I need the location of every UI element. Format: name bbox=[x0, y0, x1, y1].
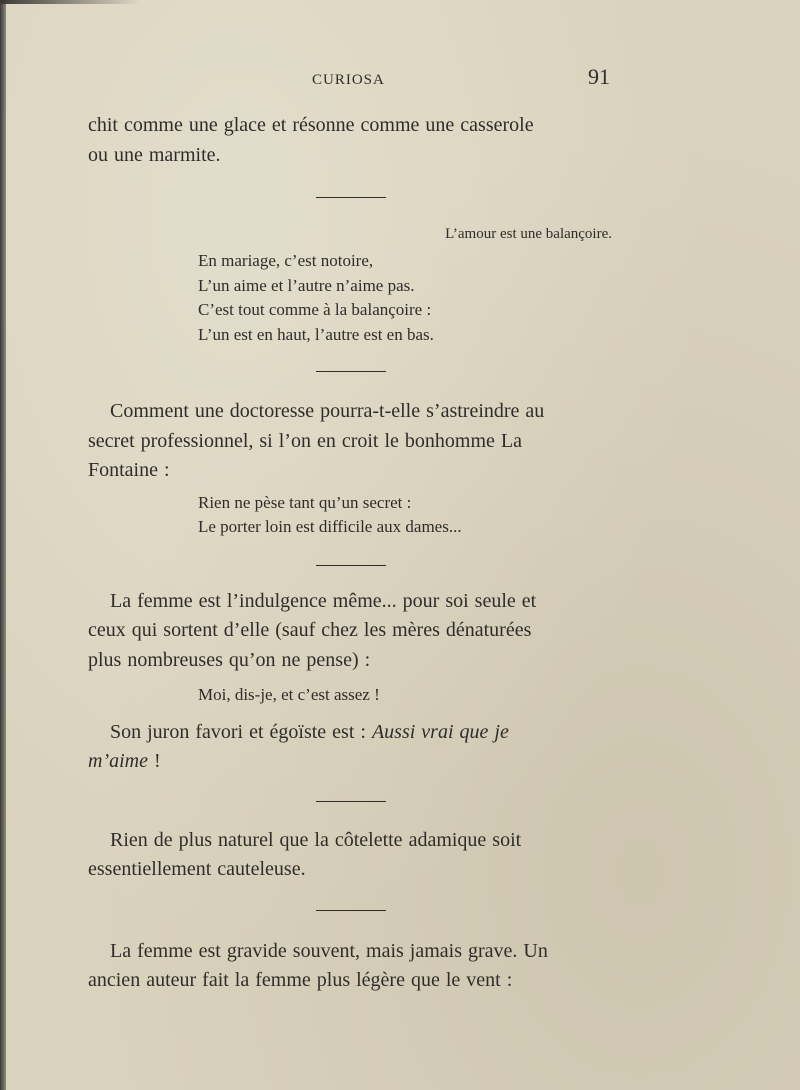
verse-line: Le porter loin est difficile aux dames... bbox=[198, 517, 462, 536]
text-run: ! bbox=[147, 750, 161, 772]
page-body bbox=[88, 111, 614, 996]
verse-line: L’un aime et l’autre n’aime pas. bbox=[198, 275, 415, 295]
book-spine-shadow bbox=[0, 0, 6, 1090]
text-line: La femme est l’indulgence même... pour soi seule et bbox=[110, 589, 537, 612]
section-divider bbox=[316, 910, 386, 911]
epigraph: L’amour est une balançoire. bbox=[445, 226, 612, 242]
italic-text: m’aime bbox=[88, 750, 148, 772]
section-divider bbox=[316, 565, 386, 566]
text-line: plus nombreuses qu’on ne pense) : bbox=[88, 648, 371, 671]
verse-quote bbox=[198, 249, 614, 347]
verse-line: C’est tout comme à la balançoire : bbox=[198, 300, 432, 319]
page-top-edge bbox=[0, 0, 140, 4]
section-divider bbox=[316, 371, 386, 372]
text-line: chit comme une glace et résonne comme une casserole bbox=[88, 114, 534, 136]
paragraph bbox=[88, 826, 614, 885]
paragraph bbox=[88, 718, 614, 777]
text-line bbox=[88, 750, 161, 772]
verse-quote bbox=[198, 491, 614, 540]
text-run: Son juron favori et égoïste est : bbox=[110, 720, 372, 743]
italic-text: Aussi vrai que je bbox=[371, 720, 509, 743]
verse-line: L’un est en haut, l’autre est en bas. bbox=[198, 324, 434, 344]
text-line: ancien auteur fait la femme plus légère que le vent : bbox=[88, 969, 513, 991]
text-line: essentiellement cauteleuse. bbox=[88, 858, 306, 880]
paragraph bbox=[88, 587, 614, 676]
verse-line: Moi, dis-je, et c’est assez ! bbox=[198, 685, 380, 704]
running-title: CURIOSA bbox=[312, 72, 385, 88]
paragraph-continuation bbox=[88, 111, 614, 170]
text-line: ou une marmite. bbox=[88, 143, 221, 166]
page-number: 91 bbox=[588, 64, 610, 89]
text-line: Fontaine : bbox=[88, 459, 170, 481]
text-line: Comment une doctoresse pourra-t-elle s’astreindre au bbox=[110, 400, 545, 422]
verse-line: Rien ne pèse tant qu’un secret : bbox=[198, 492, 412, 512]
text-line: secret professionnel, si l’on en croit le bonhomme La bbox=[88, 429, 522, 452]
verse-quote bbox=[198, 683, 614, 708]
verse-line: En mariage, c’est notoire, bbox=[198, 251, 374, 270]
paragraph bbox=[88, 397, 614, 486]
section-divider bbox=[316, 801, 386, 802]
text-line: ceux qui sortent d’elle (sauf chez les mères dénaturées bbox=[88, 619, 532, 641]
text-line: Rien de plus naturel que la côtelette adamique soit bbox=[110, 828, 522, 851]
paragraph bbox=[88, 937, 614, 996]
section-divider bbox=[316, 197, 386, 198]
text-line: La femme est gravide souvent, mais jamais grave. Un bbox=[110, 939, 548, 962]
page-header bbox=[0, 64, 800, 94]
text-line bbox=[110, 721, 509, 743]
